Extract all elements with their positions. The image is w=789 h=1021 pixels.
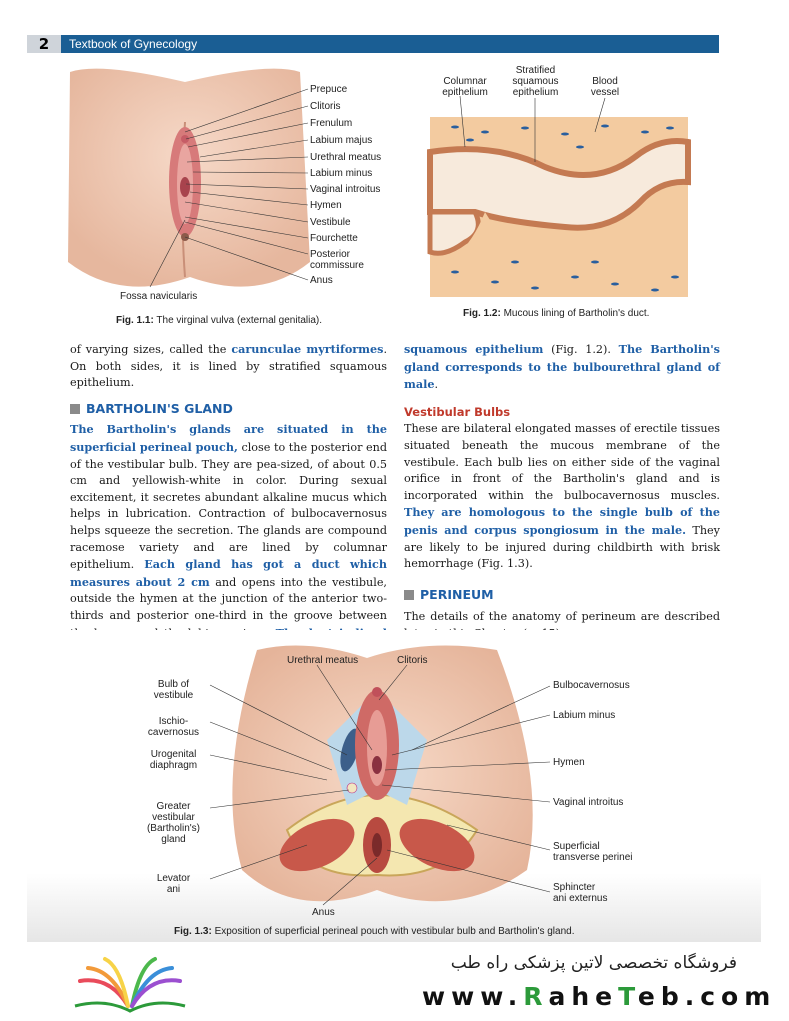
intro-paragraph: of varying sizes, called the carunculae myrtiformes. On both sides, it is lined by stratified squamous epithelium. bbox=[70, 342, 387, 390]
label-fourchette: Fourchette bbox=[310, 233, 358, 244]
store-name: فروشگاه تخصصی لاتین پزشکی راه طب bbox=[450, 953, 737, 973]
figure-vulva bbox=[60, 62, 400, 312]
label-greater: Greater bbox=[156, 801, 191, 812]
label-labium-minus: Labium minus bbox=[310, 168, 373, 179]
label-anus: Anus bbox=[312, 907, 335, 918]
bartholin-paragraph: The Bartholin's glands are situated in the superficial perineal pouch, close to the posterior end of the vestibular bulb. They are pea-sized, of about 0.5 cm and yellowish-white in color. During sexual excitement, it secretes abundant alkaline mucus which helps in lubrication. Contraction of bulbocavernosus helps squeeze the secretion. The glands are compound racemose variety and are lined by columnar epithelium. Each gland has got a duct which measures about 2 cm and opens into the vestibule, outside the hymen at the junction of the anterior two-thirds and posterior one-third in the groove between bbox=[70, 422, 387, 622]
label-clitoris: Clitoris bbox=[310, 101, 341, 112]
label-columnar-epithelium: epithelium bbox=[442, 87, 488, 98]
section-heading-bartholins bbox=[70, 401, 387, 418]
figure-perineal-pouch bbox=[27, 630, 761, 942]
section-heading-perineum bbox=[404, 587, 720, 604]
label-urethral-meatus: Urethral meatus bbox=[310, 152, 382, 163]
label-frenulum: Frenulum bbox=[310, 118, 353, 129]
label-clitoris: Clitoris bbox=[397, 655, 428, 666]
label-gland: gland bbox=[161, 834, 186, 845]
caption-number: Fig. 1.3: bbox=[174, 926, 212, 937]
caption-text: The virginal vulva (external genitalia). bbox=[153, 315, 323, 326]
book-logo-icon bbox=[70, 956, 190, 1016]
label-anus: Anus bbox=[310, 275, 333, 286]
label-vaginal-introitus: Vaginal introitus bbox=[553, 797, 624, 808]
section-title: BARTHOLIN'S GLAND bbox=[86, 400, 233, 416]
label-bulbocavernosus: Bulbocavernosus bbox=[553, 680, 630, 691]
label-posterior: Posterior bbox=[310, 249, 351, 260]
label-bartholins: (Bartholin's) bbox=[146, 823, 201, 834]
label-vaginal-introitus: Vaginal introitus bbox=[310, 184, 381, 195]
label-labium-majus: Labium majus bbox=[310, 135, 373, 146]
label-commissure: commissure bbox=[310, 260, 364, 271]
perineum-paragraph: The details of the anatomy of perineum are described bbox=[404, 610, 720, 624]
label-hymen: Hymen bbox=[553, 757, 585, 768]
label-blood: Blood bbox=[592, 76, 618, 87]
label-fossa-navicularis: Fossa navicularis bbox=[120, 291, 198, 302]
label-ischio: Ischio- bbox=[158, 716, 189, 727]
label-diaphragm: diaphragm bbox=[149, 760, 198, 771]
figure-duct-lining bbox=[425, 62, 695, 302]
heading-square-icon bbox=[70, 404, 80, 414]
caption-text: Mucous lining of Bartholin's duct. bbox=[500, 308, 650, 319]
vestibular-paragraph: These are bilateral elongated masses of erectile tissues situated beneath the mucous membrane of the vestibule. Each bulb lies on either side of the vaginal orifice in front of the Bartholin's gland and is incorporated within the bulbocavernosus muscles. They are homologous to the single bulb of the penis and corpus spongiosum in the male. They are likely to be injured during childbirth with brisk hemorrhage (Fig. 1.3). bbox=[404, 422, 721, 571]
label-vestibule: vestibule bbox=[153, 690, 194, 701]
label-bulb-of: Bulb of bbox=[157, 679, 190, 690]
section-title: PERINEUM bbox=[420, 586, 494, 602]
caption-number: Fig. 1.1: bbox=[116, 315, 154, 326]
caption-text: Exposition of superficial perineal pouch with vestibular bulb and Bartholin's gland. bbox=[211, 926, 575, 937]
label-squamous: squamous bbox=[512, 76, 559, 87]
label-transverse-perinei: transverse perinei bbox=[553, 852, 633, 863]
heading-square-icon bbox=[404, 590, 414, 600]
label-superficial: Superficial bbox=[553, 841, 600, 852]
label-sphincter: Sphincter bbox=[553, 882, 596, 893]
label-prepuce: Prepuce bbox=[310, 84, 348, 95]
label-levator: Levator bbox=[156, 873, 191, 884]
caption-fig-1-3 bbox=[174, 926, 574, 937]
running-header bbox=[27, 35, 719, 53]
label-hymen: Hymen bbox=[310, 200, 342, 211]
book-title: Textbook of Gynecology bbox=[69, 37, 198, 51]
label-cavernosus: cavernosus bbox=[147, 727, 200, 738]
label-vestibular: vestibular bbox=[152, 812, 195, 823]
caption-number: Fig. 1.2: bbox=[463, 308, 501, 319]
duct-illustration bbox=[425, 62, 695, 302]
label-labium-minus: Labium minus bbox=[553, 710, 616, 721]
text-column-right bbox=[404, 341, 720, 643]
label-urethral-meatus: Urethral meatus bbox=[287, 655, 359, 666]
caption-fig-1-2 bbox=[463, 308, 649, 319]
label-ani: ani bbox=[166, 884, 181, 895]
label-vessel: vessel bbox=[590, 87, 620, 98]
label-ani-externus: ani externus bbox=[553, 893, 608, 904]
subheading-vestibular-bulbs: Vestibular Bulbs bbox=[404, 404, 511, 419]
caption-fig-1-1 bbox=[116, 315, 322, 326]
label-columnar: Columnar bbox=[443, 76, 487, 87]
perineal-illustration bbox=[27, 630, 761, 942]
page-number: 2 bbox=[27, 35, 61, 53]
label-squamous-epithelium: epithelium bbox=[512, 87, 559, 98]
label-urogenital: Urogenital bbox=[150, 749, 197, 760]
label-stratified: Stratified bbox=[515, 65, 556, 76]
label-vestibule: Vestibule bbox=[310, 217, 351, 228]
continuation-paragraph: squamous epithelium (Fig. 1.2). The Bartholin's gland corresponds to the bulbourethral gland of male. bbox=[404, 342, 720, 392]
store-website: www.RaheTeb.com bbox=[422, 982, 777, 1011]
text-column-left bbox=[70, 341, 387, 677]
